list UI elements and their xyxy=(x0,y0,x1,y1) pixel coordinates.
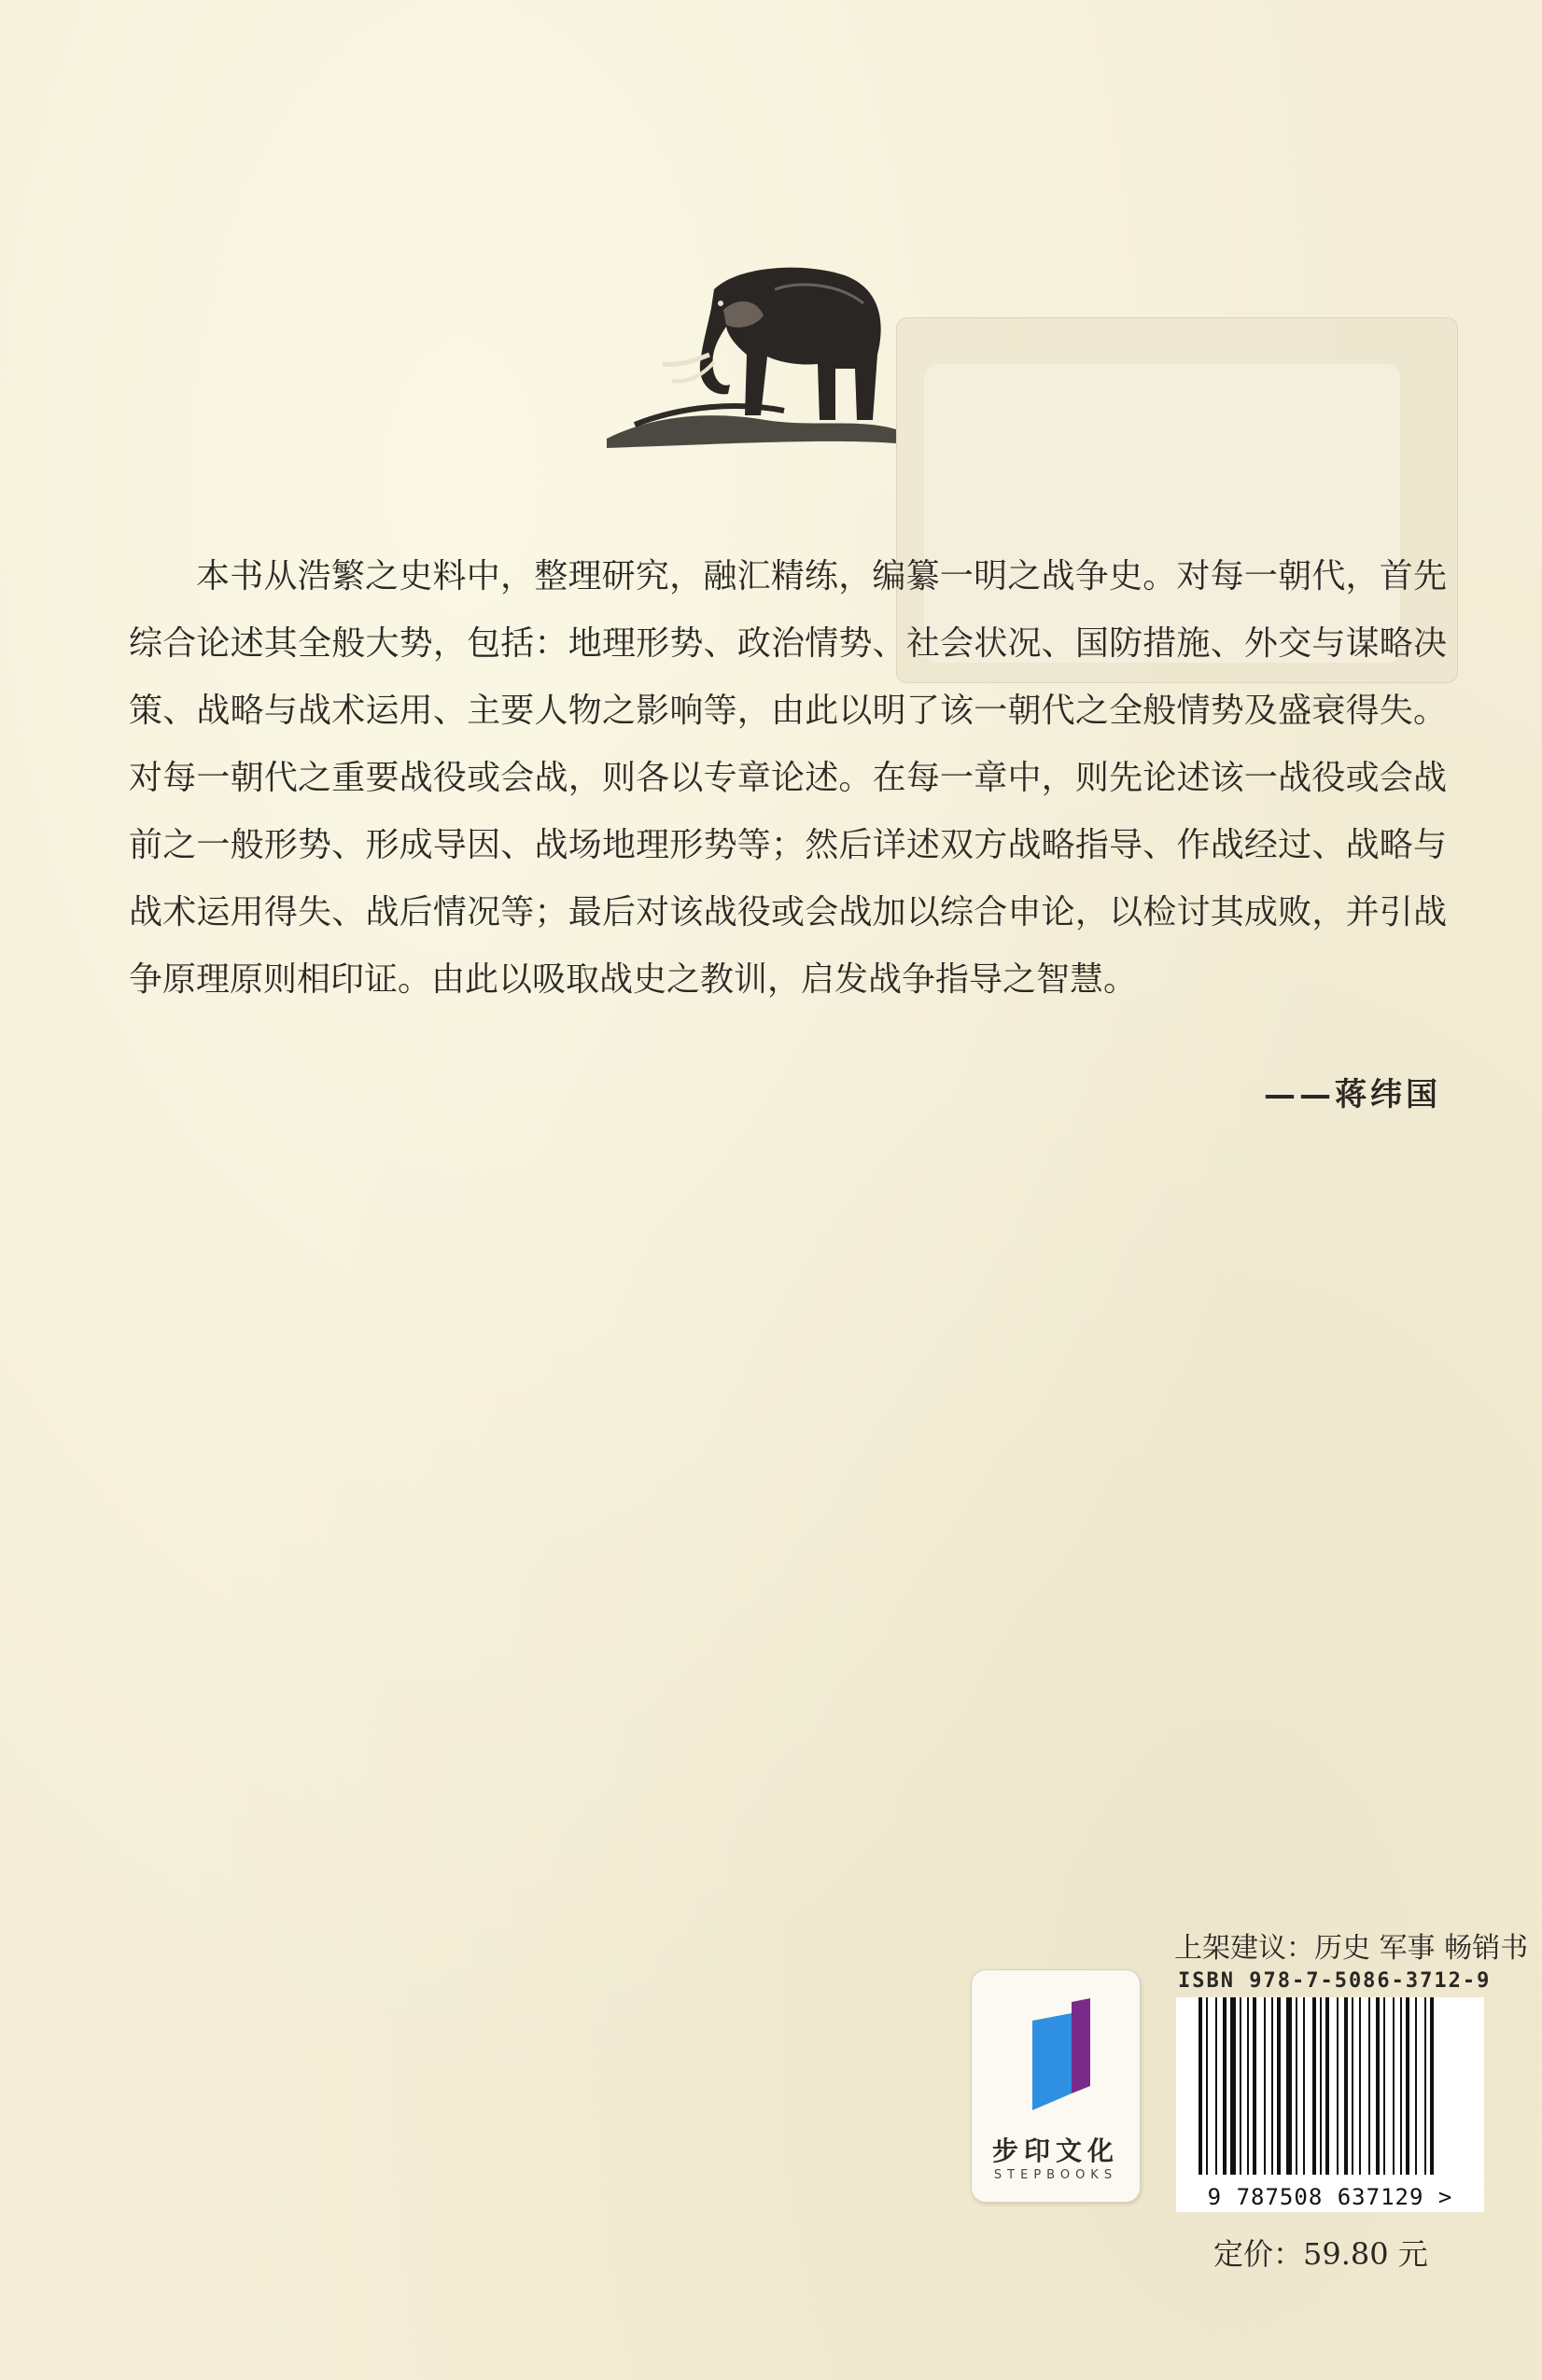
barcode-bar xyxy=(1430,1997,1434,2175)
barcode-bar xyxy=(1320,1997,1322,2175)
isbn-label: ISBN 978-7-5086-3712-9 xyxy=(1178,1969,1492,1993)
shelf-suggestion: 上架建议：历史 军事 畅销书 xyxy=(1174,1932,1529,1965)
barcode-bar xyxy=(1337,1997,1339,2175)
barcode-bar xyxy=(1199,1997,1202,2175)
publisher-logo-card xyxy=(971,1969,1141,2203)
publisher-logo-icon xyxy=(1014,1993,1098,2123)
elephant-illustration xyxy=(597,252,905,453)
book-blurb: 本书从浩繁之史料中，整理研究，融汇精练，编纂一明之战争史。对每一朝代，首先综合论述其全般大势，包括：地理形势、政治情势、社会状况、国防措施、外交与谋略决策、战略与战术运用、主要人物之影响等，由此以明了该一朝代之全般情势及盛衰得失。对每一朝代之重要战役或会战，则各以专章论述。在每一章中，则先论述该一战役或会战前之一般形势、形成导因、战场地理形势等；然后详述双方战略指导、作战经过、战略与战术运用得失、战后情况等；最后对该战役或会战加以综合申论，以检讨其成败，并引战争原理原则相印证。由此以吸取战史之教训，启发战争指导之智慧。 xyxy=(129,557,1447,999)
barcode-bar xyxy=(1344,1997,1348,2175)
barcode-bar xyxy=(1415,1997,1417,2175)
barcode-bar xyxy=(1286,1997,1292,2175)
barcode-bar xyxy=(1368,1997,1370,2175)
barcode-bar xyxy=(1352,1997,1353,2175)
blurb-signature: ——蒋纬国 xyxy=(1264,1076,1441,1113)
barcode-bar xyxy=(1359,1997,1361,2175)
barcode-bar xyxy=(1383,1997,1385,2175)
barcode xyxy=(1176,1997,1484,2212)
barcode-bar xyxy=(1240,1997,1241,2175)
barcode-bar xyxy=(1223,1997,1227,2175)
barcode-bar xyxy=(1376,1997,1380,2175)
barcode-bar xyxy=(1271,1997,1273,2175)
barcode-bar xyxy=(1230,1997,1236,2175)
barcode-bar xyxy=(1424,1997,1426,2175)
barcode-bar xyxy=(1264,1997,1266,2175)
barcode-bar xyxy=(1406,1997,1409,2175)
barcode-bar xyxy=(1247,1997,1249,2175)
barcode-bar xyxy=(1325,1997,1329,2175)
barcode-bar xyxy=(1296,1997,1297,2175)
barcode-bar xyxy=(1303,1997,1305,2175)
barcode-bar xyxy=(1312,1997,1316,2175)
barcode-bar xyxy=(1400,1997,1402,2175)
barcode-bar xyxy=(1206,1997,1208,2175)
barcode-bar xyxy=(1393,1997,1395,2175)
price-label: 定价：59.80 元 xyxy=(1213,2236,1428,2272)
barcode-digits: 9 787508 637129 > xyxy=(1207,2184,1453,2210)
publisher-name-en: STEPBOOKS xyxy=(993,2168,1118,2182)
publisher-name: 步印文化 xyxy=(991,2135,1119,2166)
barcode-bar xyxy=(1277,1997,1281,2175)
barcode-bars xyxy=(1195,1997,1475,2179)
barcode-bar xyxy=(1215,1997,1217,2175)
barcode-bar xyxy=(1253,1997,1256,2175)
